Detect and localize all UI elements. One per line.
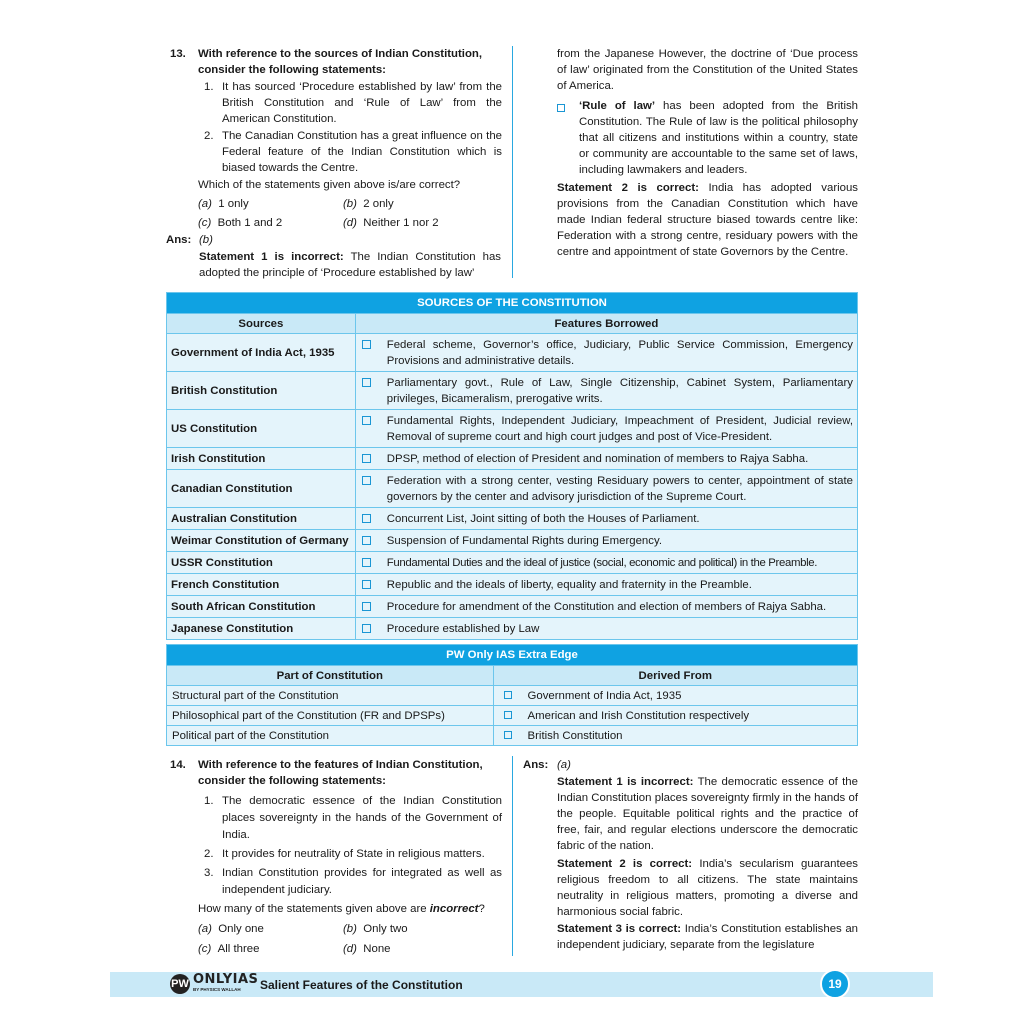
part-col-header: Part of Constitution — [167, 666, 494, 686]
feature-cell — [355, 508, 857, 530]
q14-explanation-2: Statement 2 is correct: India’s secularism guarantees religious freedom to all citizens. The state maintains neutrality in religious matters, promoting a diverse and harmonious social fabric. — [557, 858, 859, 918]
feature-cell — [355, 574, 857, 596]
option-c: (c) All three — [198, 943, 260, 955]
statement-text: It has sourced ‘Procedure established by law’ from the British Constitution and ‘Rule of Law’ from the American Constitution. — [222, 81, 502, 125]
q14-number: 14. — [170, 759, 186, 771]
statement-text: The Canadian Constitution has a great influence on the Federal feature of the Indian Constitution which is biased towards the Centre. — [222, 130, 502, 174]
table-row — [167, 726, 858, 746]
feature-text: Suspension of Fundamental Rights during Emergency. — [386, 534, 662, 547]
feature-text: Fundamental Rights, Independent Judiciary, Impeachment of President, Judicial review, Removal of supreme court and high court judges and post of Vice-President. — [386, 414, 853, 443]
feature-cell — [355, 410, 857, 448]
bullet-square-icon — [557, 104, 565, 112]
table-row — [167, 706, 858, 726]
q14-stem-row — [170, 757, 502, 789]
chapter-title: Salient Features of the Constitution — [260, 978, 463, 992]
onlyias-logo-sub: BY PHYSICS WALLAH — [193, 987, 241, 992]
q14-statements — [204, 793, 502, 899]
feature-text: Federal scheme, Governor’s office, Judiciary, Public Service Commission, Emergency Provisions and administrative details. — [386, 338, 853, 367]
q13-explanation-2: Statement 2 is correct: India has adopted various provisions from the Canadian Constitution which have made Indian federal structure biased towards centre like: Federation with a strong centre, residuary powers with the centre and appointment of state Governors by the Centre. — [557, 182, 859, 258]
extra-edge-title: PW Only IAS Extra Edge — [167, 645, 858, 666]
derived-col-header: Derived From — [493, 666, 857, 686]
option-a: (a) Only one — [198, 923, 264, 935]
option-b: (b) 2 only — [343, 198, 394, 210]
derived-cell — [493, 706, 857, 726]
source-cell: Canadian Constitution — [167, 470, 356, 508]
q14-block — [170, 757, 502, 957]
sources-table — [166, 292, 858, 640]
table-row — [167, 530, 858, 552]
bullet-square-icon — [504, 691, 512, 699]
q14-ans-label: Ans: — [523, 759, 549, 771]
feature-text: Procedure established by Law — [386, 622, 540, 635]
source-cell: French Constitution — [167, 574, 356, 596]
q13-ans-label: Ans: — [166, 234, 192, 246]
feature-cell — [355, 448, 857, 470]
derived-text: Government of India Act, 1935 — [527, 689, 682, 702]
statement-text: It provides for neutrality of State in religious matters. — [222, 848, 485, 860]
q13-block — [170, 46, 502, 231]
statement-text: The democratic essence of the Indian Constitution places sovereignty in the hands of the Government of India. — [222, 795, 502, 841]
table-row — [167, 618, 858, 640]
source-cell: US Constitution — [167, 410, 356, 448]
features-col-header: Features Borrowed — [355, 314, 857, 334]
feature-text: Fundamental Duties and the ideal of justice (social, economic and political) in the Preamble. — [386, 556, 818, 569]
feature-cell — [355, 552, 857, 574]
derived-cell — [493, 726, 857, 746]
q13-number: 13. — [170, 48, 186, 60]
q13-stem: With reference to the sources of Indian Constitution, consider the following statements: — [198, 48, 483, 76]
bullet-square-icon — [362, 602, 371, 611]
sources-table-title: SOURCES OF THE CONSTITUTION — [167, 293, 858, 314]
option-d: (d) None — [343, 943, 391, 955]
q13-options — [198, 196, 502, 231]
q14-options — [198, 921, 502, 957]
derived-text: British Constitution — [527, 729, 623, 742]
derived-cell — [493, 686, 857, 706]
table-row — [167, 574, 858, 596]
feature-cell — [355, 530, 857, 552]
page-number: 19 — [820, 969, 850, 999]
part-cell: Philosophical part of the Constitution (FR and DPSPs) — [167, 706, 494, 726]
feature-text: Procedure for amendment of the Constitution and election of members of Rajya Sabha. — [386, 600, 827, 613]
q13-statements — [204, 79, 502, 176]
option-a: (a) 1 only — [198, 198, 249, 210]
bullet-square-icon — [362, 624, 371, 633]
part-cell: Structural part of the Constitution — [167, 686, 494, 706]
bullet-square-icon — [362, 378, 371, 387]
q14-stem: With reference to the features of Indian Constitution, consider the following statements: — [198, 759, 483, 787]
q14-statement — [204, 865, 502, 899]
bullet-square-icon — [362, 514, 371, 523]
feature-cell — [355, 334, 857, 372]
option-d: (d) Neither 1 nor 2 — [343, 217, 439, 229]
pw-logo-icon: PW — [170, 974, 190, 994]
q13-question: Which of the statements given above is/are correct? — [198, 179, 461, 191]
q14-statement — [204, 793, 502, 844]
feature-text: Republic and the ideals of liberty, equality and fraternity in the Preamble. — [386, 578, 752, 591]
column-divider — [512, 46, 513, 278]
bullet-square-icon — [362, 416, 371, 425]
statement-number: 1. — [204, 81, 214, 93]
table-row — [167, 686, 858, 706]
option-b: (b) Only two — [343, 923, 408, 935]
q14-question: How many of the statements given above are incorrect? — [198, 903, 485, 915]
q13-statement — [204, 128, 502, 176]
q14-explanation-3: Statement 3 is correct: India’s Constitution establishes an independent judiciary, separate from the legislature — [557, 923, 858, 951]
feature-cell — [355, 618, 857, 640]
q14-explanation-1: Statement 1 is incorrect: The democratic essence of the Indian Constitution places sovereignty firmly in the hands of the people. Equitable political rights and the practice of free, fair, and regular elections underscore the democratic fabric of the nation. — [557, 776, 858, 852]
statement-number: 1. — [204, 795, 214, 807]
source-cell: Australian Constitution — [167, 508, 356, 530]
q13-statement — [204, 79, 502, 127]
statement-number: 2. — [204, 130, 214, 142]
table-row — [167, 470, 858, 508]
feature-text: DPSP, method of election of President and nomination of members to Rajya Sabha. — [386, 452, 809, 465]
q13-explanation-1: Statement 1 is incorrect: The Indian Constitution has adopted the principle of ‘Procedure established by law’ — [199, 251, 501, 279]
bullet-square-icon — [362, 580, 371, 589]
statement-number: 2. — [204, 848, 214, 860]
sources-col-header: Sources — [167, 314, 356, 334]
part-cell: Political part of the Constitution — [167, 726, 494, 746]
bullet-square-icon — [504, 731, 512, 739]
feature-text: Federation with a strong center, vesting Residuary powers to center, appointment of state governors by the center and advisory jurisdiction of the Supreme Court. — [386, 474, 853, 503]
feature-text: Parliamentary govt., Rule of Law, Single Citizenship, Cabinet System, Parliamentary privileges, Bicameralism, prerogative writs. — [386, 376, 853, 405]
bullet-square-icon — [362, 454, 371, 463]
source-cell: Irish Constitution — [167, 448, 356, 470]
bullet-square-icon — [362, 558, 371, 567]
onlyias-logo: ONLYIAS — [193, 972, 259, 987]
feature-cell — [355, 470, 857, 508]
table-row — [167, 552, 858, 574]
source-cell: South African Constitution — [167, 596, 356, 618]
bullet-square-icon — [362, 536, 371, 545]
source-cell: British Constitution — [167, 372, 356, 410]
q14-ans-value: (a) — [557, 759, 571, 771]
source-cell: USSR Constitution — [167, 552, 356, 574]
feature-cell — [355, 372, 857, 410]
table-row — [167, 372, 858, 410]
q13-ans-value: (b) — [199, 234, 213, 246]
option-c: (c) Both 1 and 2 — [198, 217, 283, 229]
source-cell: Weimar Constitution of Germany — [167, 530, 356, 552]
table-row — [167, 410, 858, 448]
statement-text: Indian Constitution provides for integrated as well as independent judiciary. — [222, 867, 502, 896]
feature-text: Concurrent List, Joint sitting of both the Houses of Parliament. — [386, 512, 700, 525]
q14-statement — [204, 846, 502, 863]
bullet-square-icon — [504, 711, 512, 719]
derived-text: American and Irish Constitution respectively — [527, 709, 750, 722]
q13-rule-of-law: ‘Rule of law’ has been adopted from the British Constitution. The Rule of law is the political philosophy that all citizens and institutions within a country, state or community are accountable to the same set of laws, including lawmakers and leaders. — [557, 98, 858, 178]
feature-cell — [355, 596, 857, 618]
source-cell: Government of India Act, 1935 — [167, 334, 356, 372]
q13-stem-row — [170, 46, 502, 78]
table-row — [167, 448, 858, 470]
table-row — [167, 596, 858, 618]
q13-explanation-1-cont: from the Japanese However, the doctrine of ‘Due process of law’ originated from the Constitution of the United States of America. — [557, 48, 858, 92]
source-cell: Japanese Constitution — [167, 618, 356, 640]
bullet-square-icon — [362, 340, 371, 349]
column-divider — [512, 756, 513, 956]
statement-number: 3. — [204, 867, 214, 879]
bullet-square-icon — [362, 476, 371, 485]
table-row — [167, 334, 858, 372]
extra-edge-table — [166, 644, 858, 746]
table-row — [167, 508, 858, 530]
